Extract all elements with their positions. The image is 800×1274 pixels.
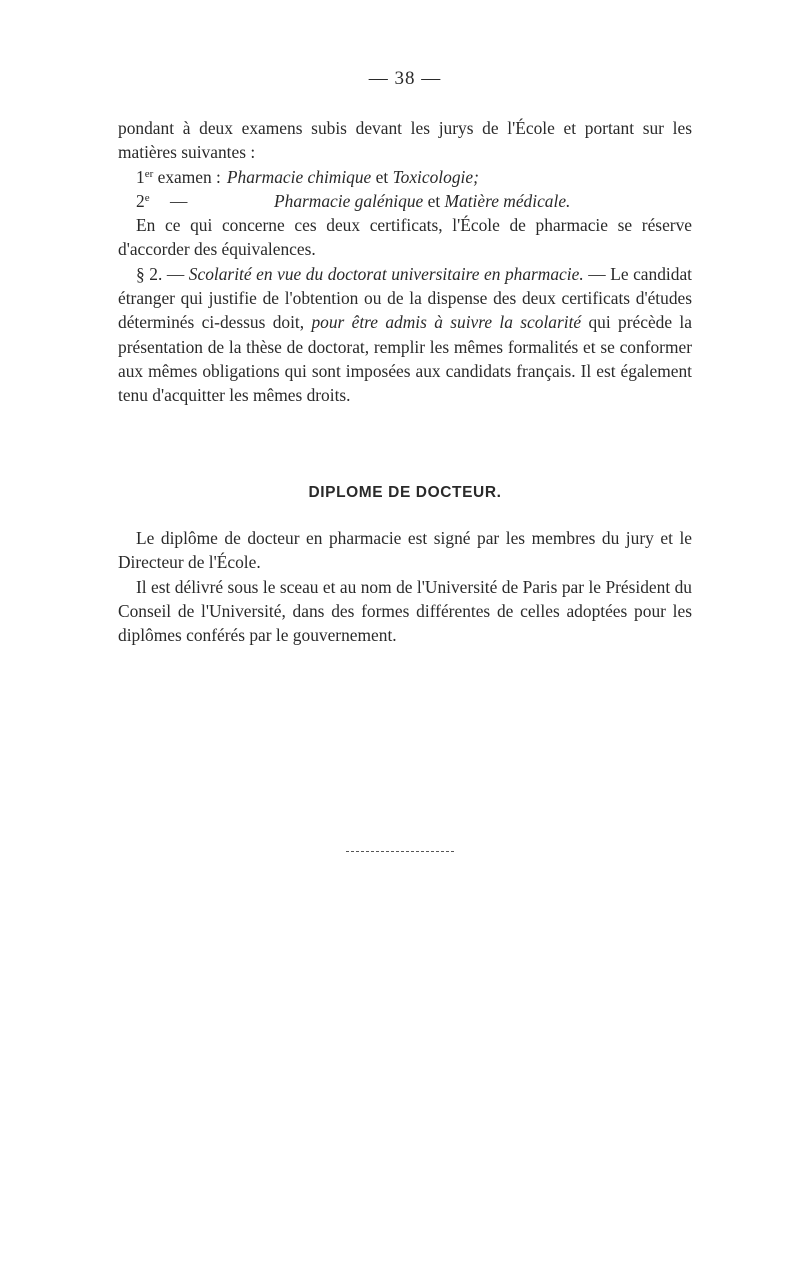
paragraph-section-2 [118, 262, 692, 408]
section-2-emphasis: pour être admis à suivre la scolarité [311, 312, 582, 333]
section-2-text: — Le candidat étranger qui justifie de l'obtention ou de la dispense des deux certificats d'études déterminés ci-dessus doit, [118, 263, 692, 333]
exam-joiner: et [375, 166, 389, 187]
diploma-text [118, 526, 692, 647]
exam-number: 1 [136, 166, 145, 187]
paragraph-signature: Le diplôme de docteur en pharmacie est signé par les membres du jury et le Directeur de l'École. [118, 528, 692, 573]
exam-subject: Pharmacie chimique [226, 166, 372, 187]
section-marker: § 2. — [136, 263, 185, 284]
exam-ordinal: e [144, 191, 150, 204]
paragraph-delivery: Il est délivré sous le sceau et au nom de l'Université de Paris par le Président du Conseil de l'Université, dans des formes différentes de celles adoptées pour les diplômes conférés par le gouvernement. [118, 576, 692, 646]
end-divider [346, 851, 454, 852]
exam-label: examen : [157, 166, 221, 187]
page-number: — 38 — [368, 68, 442, 89]
section-2-text: qui précède la présentation de la thèse de doctorat, remplir les mêmes formalités et se conformer aux mêmes obligations qui sont imposées aux candidats français. Il est également tenu d'acquitter les mêmes droits. [118, 312, 692, 406]
section-heading: DIPLOME DE DOCTEUR. [308, 484, 502, 501]
exam-subject: Matière médicale. [444, 190, 571, 211]
exam-ordinal: er [144, 167, 154, 180]
section-2-heading: Scolarité en vue du doctorat universitaire en pharmacie. [188, 263, 584, 284]
exam-subject: Toxicologie; [392, 166, 479, 187]
exam-number: 2 [136, 190, 145, 211]
exam-subject: Pharmacie galénique [274, 190, 424, 211]
paragraph-continuation: pondant à deux examens subis devant les jurys de l'École et portant sur les matières suivantes : [118, 118, 692, 163]
main-text [118, 116, 692, 408]
exam-line-2 [118, 189, 692, 213]
paragraph-equivalences: En ce qui concerne ces deux certificats, l'École de pharmacie se réserve d'accorder des équivalences. [118, 215, 692, 260]
exam-joiner: et [427, 190, 441, 211]
exam-label: — [170, 190, 188, 211]
exam-line-1 [118, 165, 692, 189]
